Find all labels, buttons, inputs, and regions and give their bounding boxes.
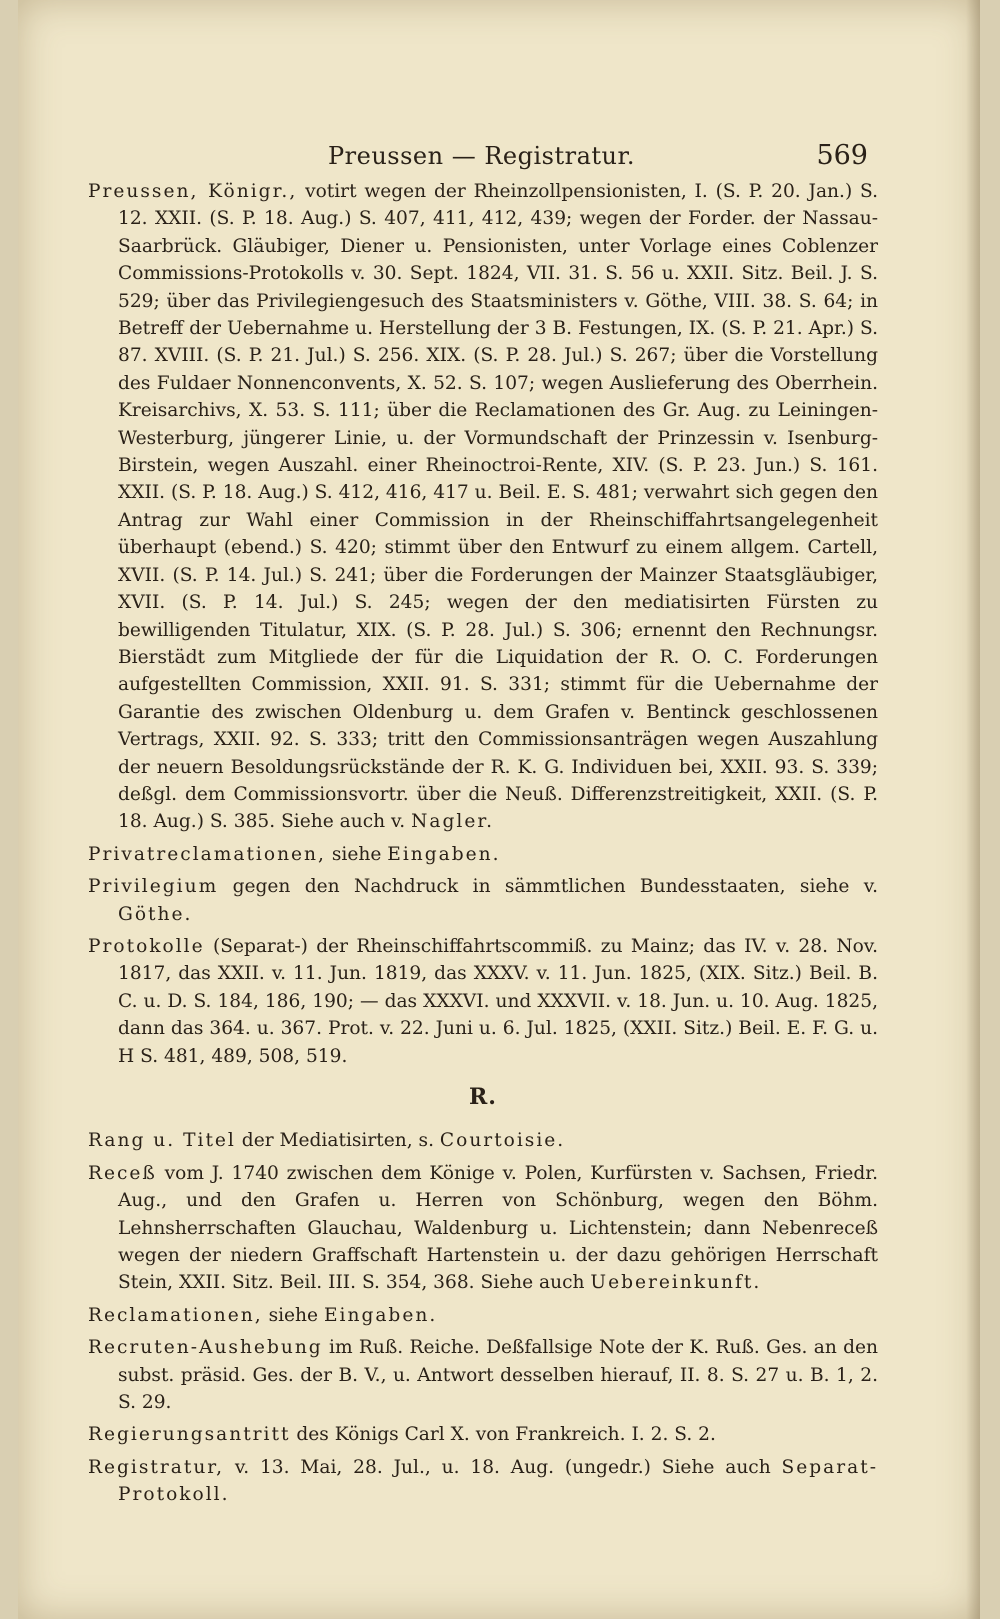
entry-text: siehe xyxy=(325,843,388,865)
entry-text: des Königs Carl X. von Frankreich. I. 2. S. 2. xyxy=(290,1424,716,1446)
page-edge-shadow xyxy=(966,0,980,1619)
entry-headword: Registratur, xyxy=(88,1456,225,1478)
entry-text: votirt wegen der Rheinzollpensionisten, I. (S. P. 20. Jan.) S. 12. XXII. (S. P. 18. Aug.) S. 407, 411, 412, 439; wegen der Forder. der Nassau-Saarbrück. Gläubiger, Diener u. Pensionisten, unter Vorlage eines Coblenzer Commissions-Protokolls v. 30. Sept. 1824, VII. 31. S. 56 u. XXII. Sitz. Beil. J. S. 529; über das Privilegiengesuch des Staatsministers v. Göthe, VIII. 38. S. 64; in Betreff der Uebernahme u. Herstellung der 3 B. Festungen, IX. (S. P. 21. Apr.) S. 87. XVIII. (S. P. 21. Jul.) S. 256. XIX. (S. P. 28. Jul.) S. 267; über die Vorstellung des Fuldaer Nonnenconvents, X. 52. S. 107; wegen Auslieferung des Oberrhein. Kreisarchivs, X. 53. S. 111; über die Reclamationen des Gr. Aug. zu Leiningen-Westerburg, jüngerer Linie, u. der Vormundschaft der Prinzessin v. Isenburg-Birstein, wegen Auszahl. einer Rheinoctroi-Rente, XIV. (S. P. 23. Jun.) S. 161. XXII. (S. P. 18. Aug.) S. 412, 416, 417 u. Beil. E. S. 481; verwahrt sich gegen den Antrag zur Wahl einer Commission in der Rheinschiffahrtsangelegenheit überhaupt (ebend.) S. 420; stimmt über den Entwurf zu einem allgem. Cartell, XVII. (S. P. 14. Jul.) S. 241; über die Forderungen der Mainzer Staatsgläubiger, XVII. (S. P. 14. Jul.) S. 245; wegen der den mediatisirten Fürsten zu bewilligenden Titulatur, XIX. (S. P. 28. Jul.) S. 306; ernennt den Rechnungsr. Bierstädt zum Mitgliede der für die Liquidation der R. O. C. Forderungen aufgestellten Commission, XXII. 91. S. 331; stimmt für die Uebernahme der Garantie des zwischen Oldenburg u. dem Grafen v. Bentinck geschlossenen Vertrags, XXII. 92. S. 333; tritt den Commissionsanträgen wegen Auszahlung der neuern Besoldungsrückstände der R. K. G. Individuen bei, XXII. 93. S. 339; deßgl. dem Commissionsvortr. über die Neuß. Differenzstreitigkeit, XXII. (S. P. 18. Aug.) S. 385. Siehe auch v. xyxy=(118,181,878,833)
entry-cross-reference: Eingaben. xyxy=(323,1304,438,1326)
index-entry-protokolle xyxy=(88,933,878,1070)
index-entry-reclamationen xyxy=(88,1302,878,1329)
index-entry-privilegium xyxy=(88,873,878,928)
index-entry-rang-titel xyxy=(88,1127,878,1154)
entry-headword: Receß xyxy=(88,1162,157,1184)
document-page xyxy=(18,0,980,1619)
entry-cross-reference: Uebereinkunft. xyxy=(590,1272,762,1294)
entry-text: (Separat-) der Rheinschiffahrtscommiß. zu Mainz; das IV. v. 28. Nov. 1817, das XXII. v. 11. Jun. 1819, das XXXV. v. 11. Jun. 1825, (XIX. Sitz.) Beil. B. C. u. D. S. 184, 186, 190; — das XXXVI. und XXXVII. v. 18. Jun. u. 10. Aug. 1825, dann das 364. u. 367. Prot. v. 22. Juni u. 6. Jul. 1825, (XXII. Sitz.) Beil. E. F. G. u. H S. 481, 489, 508, 519. xyxy=(118,935,878,1067)
index-entry-preussen xyxy=(88,178,878,836)
index-entry-recess xyxy=(88,1160,878,1297)
entry-cross-reference: Göthe. xyxy=(118,903,193,925)
entry-text: v. 13. Mai, 28. Jul., u. 18. Aug. (ungedr.) Siehe auch xyxy=(224,1456,782,1478)
index-entry-recruten-aushebung xyxy=(88,1334,878,1416)
entry-headword: Reclamationen, xyxy=(88,1304,263,1326)
section-letter-heading: R. xyxy=(469,1084,497,1110)
entry-headword: Regierungsantritt xyxy=(88,1424,291,1446)
entry-text: der Mediatisirten, s. xyxy=(235,1130,440,1152)
entry-headword: Protokolle xyxy=(88,935,205,957)
running-head xyxy=(18,136,980,176)
index-text-block xyxy=(88,178,878,1509)
index-entry-regierungsantritt xyxy=(88,1421,878,1448)
page-number: 569 xyxy=(816,140,868,171)
entry-text: gegen den Nachdruck in sämmtlichen Bundesstaaten, siehe v. xyxy=(218,876,878,898)
entry-cross-reference: Nagler. xyxy=(411,811,495,833)
entry-headword: Privilegium xyxy=(88,876,219,898)
entry-headword: Preussen, Königr., xyxy=(88,181,298,202)
running-head-title: Preussen — Registratur. xyxy=(328,142,635,170)
entry-headword: Privatreclamationen, xyxy=(88,843,326,865)
entry-headword: Rang u. Titel xyxy=(88,1130,236,1152)
entry-cross-reference: Separat-Protokoll. xyxy=(118,1456,878,1506)
index-entry-privatreclamationen xyxy=(88,841,878,868)
index-entry-registratur xyxy=(88,1454,878,1509)
entry-text: vom J. 1740 zwischen dem Könige v. Polen, Kurfürsten v. Sachsen, Friedr. Aug., und den Grafen u. Herren von Schönburg, wegen den Böhm. Lehnsherrschaften Glauchau, Waldenburg u. Lichtenstein; dann Nebenreceß wegen der niedern Graffschaft Hartenstein u. der dazu gehörigen Herrschaft Stein, XXII. Sitz. Beil. III. S. 354, 368. Siehe auch xyxy=(118,1162,878,1294)
entry-cross-reference: Eingaben. xyxy=(387,843,501,865)
entry-text: im Ruß. Reiche. Deßfallsige Note der K. Ruß. Ges. an den subst. präsid. Ges. der B. V., u. Antwort desselben hierauf, II. 8. S. 27 u. B. 1, 2. S. 29. xyxy=(118,1337,878,1414)
entry-headword: Recruten-Aushebung xyxy=(88,1337,323,1359)
entry-cross-reference: Courtoisie. xyxy=(439,1130,566,1152)
entry-text: siehe xyxy=(262,1304,324,1326)
